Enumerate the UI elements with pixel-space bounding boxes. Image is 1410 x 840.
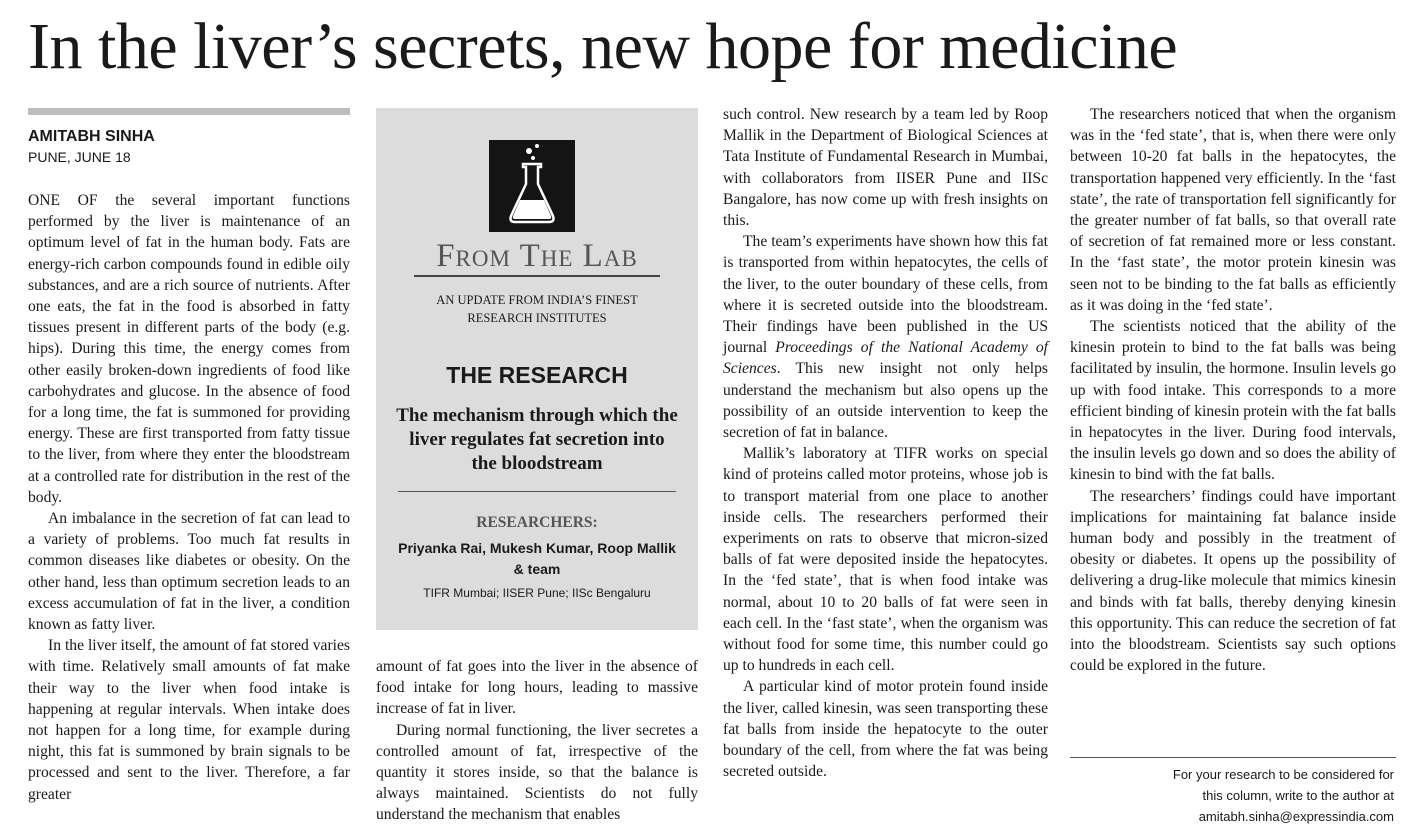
- sidebar-divider: [398, 491, 676, 492]
- lab-subtitle-line-2: RESEARCH INSTITUTES: [467, 311, 607, 325]
- byline-divider: [28, 108, 350, 115]
- article-column-4: [1070, 104, 1396, 676]
- article-column-2: [376, 656, 698, 826]
- footer-note-line-1: For your research to be considered for: [1172, 767, 1394, 782]
- article-paragraph: The team’s experiments have shown how this fat is transported from within hepatocytes, the cells of the liver, to the outer boundary of these cells, from where it is secreted outside into the bloodstream. Their findings have been published in the US journal Proceedings of the National Academy of Sciences. This new insight not only helps understand the mechanism but also opens up the possibility of an outside intervention to keep the secretion of fat in balance.: [723, 233, 1048, 442]
- lab-title-rule: [414, 275, 660, 277]
- footer-divider: [1070, 757, 1396, 758]
- article-paragraph: The researchers’ findings could have important implications for maintaining fat balance inside human body and possibly in the treatment of obesity or diabetes. It opens up the possibility of delivering a drug-like molecule that mimics kinesin and binds with fat balls, thereby denying kinesin this opportunity. This can reduce the secretion of fat into the bloodstream. Scientists say such options could be explored in the future.: [1070, 487, 1396, 675]
- article-paragraph: amount of fat goes into the liver in the absence of food intake for long hours, leading to massive increase of fat in liver.: [376, 658, 698, 718]
- article-paragraph: During normal functioning, the liver secretes a controlled amount of fat, irrespective of the quantity it stores inside, so that the balance is always maintained. Scientists do not fully understand the mechanism that enables: [376, 721, 698, 824]
- byline: [28, 127, 350, 167]
- flask-icon: [489, 140, 575, 232]
- article-paragraph: ONE OF the several important functions performed by the liver is maintenance of an optimum level of fat in the human body. Fats are energy-rich carbon compounds found in edible oily substances, and are a rich source of nutrients. After one eats, the fat in the food is absorbed in fatty tissues present in different parts of the body (e.g. hips). During this time, the energy comes from other easily broken-down ingredients of food like carbohydrates and glucose. In the absence of food for a long time, the fat is summoned for providing energy. These are first transported from fatty tissue to the liver, from where they enter the bloodstream at a controlled rate for distribution in the rest of the body.: [28, 192, 350, 506]
- lab-title: From The Lab: [436, 238, 638, 274]
- researchers-label: RESEARCHERS:: [476, 514, 598, 531]
- headline: In the liver’s secrets, new hope for medicine: [28, 10, 1178, 83]
- journal-name: Proceedings of the National Academy of Sciences: [723, 339, 1048, 378]
- researchers-names: Priyanka Rai, Mukesh Kumar, Roop Mallik & team: [398, 540, 676, 577]
- dateline: PUNE, JUNE 18: [28, 149, 131, 165]
- author-email: amitabh.sinha@expressindia.com: [1198, 809, 1394, 824]
- article-column-1: [28, 190, 350, 805]
- article-paragraph: The scientists noticed that the ability of the kinesin protein to bind to the fat balls was being facilitated by insulin, the hormone. Insulin levels go up with food intake. This corresponds to a more efficient binding of kinesin protein with the fat balls in hepatocytes in the liver. During food intervals, the insulin levels go down and so does the ability of kinesin to bind with the fat balls.: [1070, 318, 1396, 484]
- lab-subtitle-line-1: AN UPDATE FROM INDIA’S FINEST: [436, 293, 638, 307]
- footer-note-line-2: this column, write to the author at: [1202, 788, 1394, 803]
- article-column-3: [723, 104, 1048, 783]
- article-paragraph: In the liver itself, the amount of fat stored varies with time. Relatively small amounts of fat make their way to the liver when food intake is happening at regular intervals. When intake does not happen for a long time, for example during night, this fat is summoned by brain signals to be processed and sent to the liver. Therefore, a far greater: [28, 637, 350, 803]
- institutes: TIFR Mumbai; IISER Pune; IISc Bengaluru: [423, 586, 651, 600]
- article-paragraph: Mallik’s laboratory at TIFR works on special kind of proteins called motor proteins, whose job is to transport material from one place to another inside cells. The researchers performed their experiments on rats to observe that micron-sized balls of fat were deposited inside the hepatocytes. In the ‘fed state’, that is when food intake was normal, about 10 to 20 balls of fat were seen in each cell. In the ‘fast state’, when the organism was without food for some time, this number could go up to hundreds in each cell.: [723, 445, 1048, 675]
- article-paragraph: The researchers noticed that when the organism was in the ‘fed state’, that is, when there were only between 10-20 fat balls in the hepatocytes, the transportation happened very efficiently. In the ‘fast state’, the rate of transportation fell significantly for the greater number of fat balls, so that overall rate of secretion of fat remained more or less constant. In the ‘fast state’, the motor protein kinesin was seen not to be binding to the fat balls as efficiently as it was doing in the ‘fed state’.: [1070, 106, 1396, 314]
- lab-subtitle: [376, 291, 698, 327]
- author-name: AMITABH SINHA: [28, 128, 155, 145]
- research-heading: THE RESEARCH: [446, 362, 628, 388]
- from-the-lab-sidebar: [376, 108, 698, 630]
- article-paragraph: such control. New research by a team led by Roop Mallik in the Department of Biological Sciences at Tata Institute of Fundamental Research in Mumbai, with collaborators from IISER Pune and IISc Bangalore, has now come up with fresh insights on this.: [723, 106, 1048, 230]
- footer-note: [1120, 764, 1394, 827]
- article-paragraph: An imbalance in the secretion of fat can lead to a variety of problems. Too much fat results in common diseases like diabetes or obesity. On the other hand, less than optimum secretion leads to an excess accumulation of fat in the liver, a condition known as fatty liver.: [28, 510, 350, 634]
- article-paragraph: A particular kind of motor protein found inside the liver, called kinesin, was seen transporting these fat balls from inside the hepatocyte to the outer boundary of the cell, from where the fat was being secreted outside.: [723, 678, 1048, 781]
- research-description: The mechanism through which the liver regulates fat secretion into the bloodstream: [396, 405, 678, 474]
